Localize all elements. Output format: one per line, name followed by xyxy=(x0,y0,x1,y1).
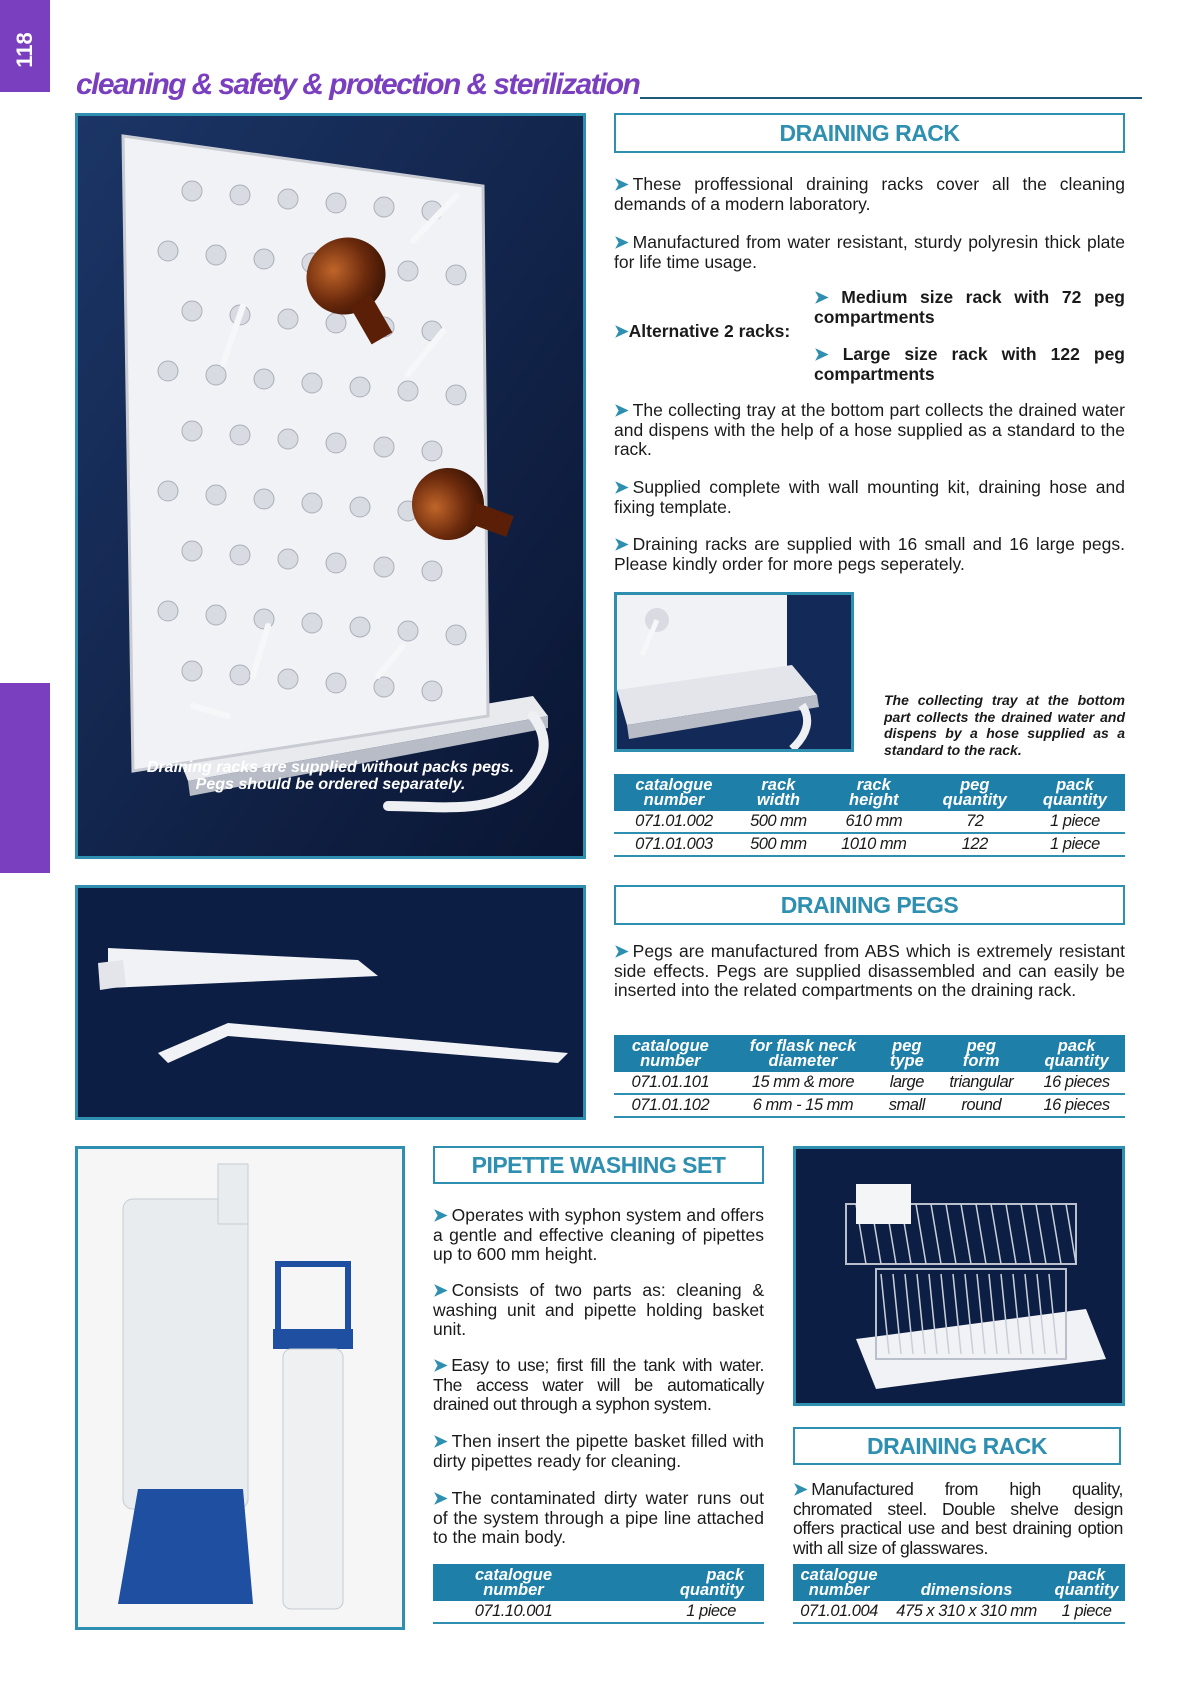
draining-pegs-illustration xyxy=(78,888,583,1117)
table-cell: 1010 mm xyxy=(823,833,925,856)
peg-hole xyxy=(230,545,250,565)
alternative-rack-medium: ➤ Medium size rack with 72 peg compartments xyxy=(814,287,1126,327)
draining-pegs-table xyxy=(614,1035,1125,1118)
steel-draining-rack-table xyxy=(793,1564,1125,1624)
draining-rack-photo xyxy=(75,113,586,859)
peg-hole xyxy=(206,605,226,625)
steel-draining-rack-title: DRAINING RACK xyxy=(793,1427,1121,1465)
table-cell: 122 xyxy=(925,833,1025,856)
chevron-right-icon: ➤ xyxy=(433,1205,448,1225)
chevron-right-icon: ➤ xyxy=(614,400,629,420)
table-cell: small xyxy=(879,1094,934,1117)
steel-draining-rack-photo xyxy=(793,1146,1125,1406)
chevron-right-icon: ➤ xyxy=(614,321,629,341)
table-row xyxy=(614,1094,1125,1117)
table-row xyxy=(614,811,1125,833)
col-header: peg quantity xyxy=(925,774,1025,811)
caption-line-1: Draining racks are supplied without packs pegs. xyxy=(146,759,515,776)
col-header: pack quantity xyxy=(1025,774,1125,811)
col-header: catalogue number xyxy=(614,774,734,811)
peg-hole xyxy=(206,245,226,265)
peg-hole xyxy=(302,373,322,393)
table-cell: 610 mm xyxy=(823,811,925,833)
peg-hole xyxy=(374,677,394,697)
peg-hole xyxy=(278,549,298,569)
chevron-right-icon: ➤ xyxy=(433,1431,448,1451)
peg-hole xyxy=(182,301,202,321)
draining-rack-table xyxy=(614,774,1125,857)
section-title: cleaning & safety & protection & sterilization xyxy=(76,68,640,101)
peg-hole xyxy=(422,441,442,461)
table-cell: large xyxy=(879,1072,934,1094)
peg-hole xyxy=(374,197,394,217)
peg-hole xyxy=(254,369,274,389)
pipette-washing-table xyxy=(433,1564,764,1624)
col-header: catalogue number xyxy=(614,1035,727,1072)
table-cell: triangular xyxy=(934,1072,1028,1094)
peg-hole xyxy=(398,261,418,281)
table-cell: 1 piece xyxy=(1025,833,1125,856)
chevron-right-icon: ➤ xyxy=(614,941,629,961)
table-cell: 16 pieces xyxy=(1028,1072,1125,1094)
pipette-bullet-5: ➤ The contaminated dirty water runs out of the system through a pipe line attached to the main body. xyxy=(433,1488,764,1547)
col-header: peg form xyxy=(934,1035,1028,1072)
table-header-row xyxy=(433,1564,764,1601)
table-cell: 500 mm xyxy=(734,811,823,833)
peg-hole xyxy=(350,497,370,517)
peg-hole xyxy=(350,617,370,637)
peg-hole xyxy=(446,625,466,645)
col-header: catalogue number xyxy=(433,1564,594,1601)
table-cell: 1 piece xyxy=(1048,1601,1125,1623)
peg-hole xyxy=(206,365,226,385)
peg-hole xyxy=(182,661,202,681)
peg-hole xyxy=(158,601,178,621)
pipette-bullet-2: ➤ Consists of two parts as: cleaning & washing unit and pipette holding basket unit. xyxy=(433,1280,764,1339)
chevron-right-icon: ➤ xyxy=(614,174,629,194)
peg-hole xyxy=(446,385,466,405)
table-cell: 16 pieces xyxy=(1028,1094,1125,1117)
peg-hole xyxy=(254,489,274,509)
chevron-right-icon: ➤ xyxy=(614,477,629,497)
table-cell: 15 mm & more xyxy=(727,1072,879,1094)
draining-rack-illustration xyxy=(78,116,583,856)
chevron-right-icon: ➤ xyxy=(433,1488,448,1508)
col-header: catalogue number xyxy=(793,1564,885,1601)
caption-line-2: Pegs should be ordered separately. xyxy=(195,776,466,793)
peg-hole xyxy=(230,425,250,445)
peg-hole xyxy=(158,241,178,261)
collecting-tray-photo xyxy=(614,592,854,752)
peg-hole xyxy=(302,493,322,513)
chevron-right-icon: ➤ xyxy=(614,232,629,252)
alternative-racks-label: ➤Alternative 2 racks: xyxy=(614,321,791,341)
col-header: for flask neck diameter xyxy=(727,1035,879,1072)
table-row xyxy=(614,833,1125,856)
col-header: pack quantity xyxy=(594,1564,764,1601)
pipette-washing-photo xyxy=(75,1146,405,1630)
collecting-tray-illustration xyxy=(617,595,851,749)
pipette-bullet-1: ➤ Operates with syphon system and offers a gentle and effective cleaning of pipettes up to 600 mm height. xyxy=(433,1205,764,1264)
table-cell: 6 mm - 15 mm xyxy=(727,1094,879,1117)
draining-rack-bullet-2: ➤ Manufactured from water resistant, sturdy polyresin thick plate for life time usage. xyxy=(614,232,1125,272)
col-header: dimensions xyxy=(885,1564,1048,1601)
table-header-row xyxy=(793,1564,1125,1601)
peg-hole xyxy=(182,181,202,201)
draining-rack-title: DRAINING RACK xyxy=(614,113,1125,153)
peg-hole xyxy=(182,541,202,561)
peg-hole xyxy=(278,309,298,329)
col-header: rack width xyxy=(734,774,823,811)
draining-rack-bullet-4: ➤ Supplied complete with wall mounting kit, draining hose and fixing template. xyxy=(614,477,1125,517)
table-cell: 071.01.101 xyxy=(614,1072,727,1094)
draining-rack-bullet-5: ➤ Draining racks are supplied with 16 small and 16 large pegs. Please kindly order for more pegs seperately. xyxy=(614,534,1125,574)
peg-hole xyxy=(446,265,466,285)
pipette-washing-title: PIPETTE WASHING SET xyxy=(433,1146,764,1184)
peg-hole xyxy=(230,185,250,205)
peg-hole xyxy=(326,193,346,213)
table-cell: 071.01.002 xyxy=(614,811,734,833)
table-header-row xyxy=(614,1035,1125,1072)
table-cell: 72 xyxy=(925,811,1025,833)
peg-hole xyxy=(374,557,394,577)
draining-pegs-bullet-1: ➤ Pegs are manufactured from ABS which is extremely resistant side effects. Pegs are supplied disassembled and can easily be inserted into the related compartments on the draining rack. xyxy=(614,941,1125,1000)
pipette-washing-illustration xyxy=(78,1149,402,1627)
peg-hole xyxy=(278,189,298,209)
draining-rack-photo-caption xyxy=(78,759,583,793)
section-side-tab xyxy=(0,683,50,873)
table-row xyxy=(793,1601,1125,1623)
table-row xyxy=(614,1072,1125,1094)
peg-hole xyxy=(350,377,370,397)
alternative-rack-large: ➤ Large size rack with 122 peg compartments xyxy=(814,344,1125,384)
draining-rack-bullet-1: ➤ These proffessional draining racks cover all the cleaning demands of a modern laboratory. xyxy=(614,174,1125,214)
peg-hole xyxy=(422,561,442,581)
peg-hole xyxy=(278,429,298,449)
chevron-right-icon: ➤ xyxy=(433,1280,448,1300)
peg-hole xyxy=(374,437,394,457)
table-cell: 1 piece xyxy=(1025,811,1125,833)
col-header: peg type xyxy=(879,1035,934,1072)
peg-hole xyxy=(326,313,346,333)
collecting-tray-caption: The collecting tray at the bottom part collects the drained water and dispens by a hose supplied as a standard to the rack. xyxy=(884,692,1125,758)
peg-hole xyxy=(206,485,226,505)
pipette-bullet-3: ➤ Easy to use; first fill the tank with water. The access water will be automatically drained out through a syphon system. xyxy=(433,1355,764,1414)
table-cell: 1 piece xyxy=(594,1601,764,1623)
pipette-bullet-4: ➤ Then insert the pipette basket filled with dirty pipettes ready for cleaning. xyxy=(433,1431,764,1471)
peg-hole xyxy=(230,665,250,685)
table-cell: round xyxy=(934,1094,1028,1117)
table-header-row xyxy=(614,774,1125,811)
peg-hole xyxy=(182,421,202,441)
peg-hole xyxy=(422,681,442,701)
peg-hole xyxy=(398,621,418,641)
col-header: pack quantity xyxy=(1048,1564,1125,1601)
col-header: rack height xyxy=(823,774,925,811)
peg-hole xyxy=(326,553,346,573)
table-cell: 071.01.102 xyxy=(614,1094,727,1117)
draining-rack-bullet-3: ➤ The collecting tray at the bottom part collects the drained water and dispens with the help of a hose supplied as a standard to the rack. xyxy=(614,400,1125,459)
col-header: pack quantity xyxy=(1028,1035,1125,1072)
table-cell: 071.10.001 xyxy=(433,1601,594,1623)
peg-hole xyxy=(158,481,178,501)
draining-pegs-photo xyxy=(75,885,586,1120)
peg-hole xyxy=(278,669,298,689)
draining-pegs-title: DRAINING PEGS xyxy=(614,885,1125,925)
chevron-right-icon: ➤ xyxy=(433,1355,448,1375)
peg-hole xyxy=(326,673,346,693)
page-number: 118 xyxy=(12,32,37,68)
table-cell: 475 x 310 x 310 mm xyxy=(885,1601,1048,1623)
steel-rack-bullet-1: ➤ Manufactured from high quality, chromated steel. Double shelve design offers practical use and best draining option with all size of glasswares. xyxy=(793,1479,1123,1558)
table-cell: 500 mm xyxy=(734,833,823,856)
peg-hole xyxy=(158,361,178,381)
chevron-right-icon: ➤ xyxy=(814,287,842,307)
table-cell: 071.01.004 xyxy=(793,1601,885,1623)
peg-hole xyxy=(398,381,418,401)
chevron-right-icon: ➤ xyxy=(814,344,843,364)
header-rule xyxy=(640,97,1142,99)
table-cell: 071.01.003 xyxy=(614,833,734,856)
peg-hole xyxy=(302,613,322,633)
peg-hole xyxy=(254,249,274,269)
peg-hole xyxy=(326,433,346,453)
chevron-right-icon: ➤ xyxy=(614,534,629,554)
steel-draining-rack-illustration xyxy=(796,1149,1122,1403)
chevron-right-icon: ➤ xyxy=(793,1479,808,1499)
table-row xyxy=(433,1601,764,1623)
